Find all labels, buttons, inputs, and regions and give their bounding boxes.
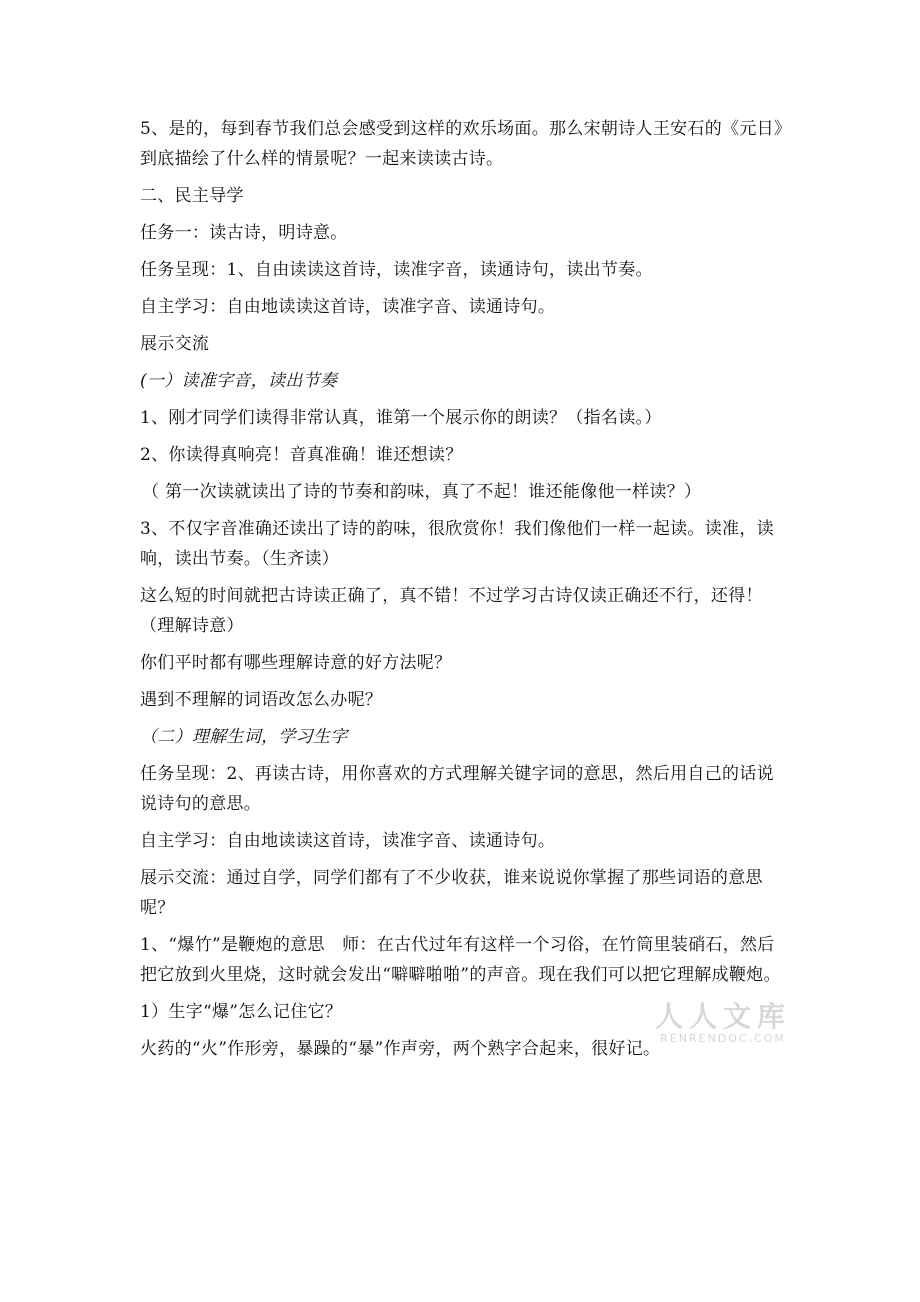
subsection-heading: (一）读准字音，读出节奏	[140, 371, 338, 391]
paragraph: 这么短的时间就把古诗读正确了，真不错！不过学习古诗仅读正确还不行，还得！（理解诗意）	[140, 586, 763, 636]
paragraph: 5、是的，每到春节我们总会感受到这样的欢乐场面。那么宋朝诗人王安石的《元日》到底描绘了什么样的情景呢？一起来读读古诗。	[140, 119, 783, 169]
subsection-heading: （二）理解生词，学习生字	[140, 727, 348, 747]
paragraph: 遇到不理解的词语改怎么办呢？	[140, 690, 383, 710]
paragraph: 自主学习：自由地读读这首诗，读准字音、读通诗句。	[140, 297, 556, 317]
paragraph: 火药的“火”作形旁，暴躁的“暴”作声旁，两个熟字合起来，很好记。	[140, 1039, 661, 1059]
paragraph: 1、刚才同学们读得非常认真，谁第一个展示你的朗读？（指名读。）	[140, 408, 662, 428]
paragraph: 任务呈现：2、再读古诗，用你喜欢的方式理解关键字词的意思，然后用自己的话说说诗句的意思。	[140, 764, 774, 814]
paragraph: 自主学习：自由地读读这首诗，读准字音、读通诗句。	[140, 831, 556, 851]
paragraph: 任务一：读古诗，明诗意。	[140, 223, 348, 243]
watermark-logo: 人人文库	[654, 1000, 791, 1033]
paragraph: 任务呈现：1、自由读读这首诗，读准字音，读通诗句，读出节奏。	[140, 260, 653, 280]
paragraph: 3、不仅字音准确还读出了诗的韵味，很欣赏你！我们像他们一样一起读。读准，读响，读出节奏。（生齐读）	[140, 519, 774, 569]
paragraph: 1）生字“爆”怎么记住它？	[140, 1002, 343, 1022]
paragraph: （ 第一次读就读出了诗的节奏和韵味，真了不起！谁还能像他一样读？）	[142, 482, 702, 502]
section-heading: 二、民主导学	[140, 186, 244, 206]
paragraph: 你们平时都有哪些理解诗意的好方法呢？	[140, 653, 452, 673]
document-body	[140, 114, 790, 1071]
paragraph: 展示交流：通过自学，同学们都有了不少收获，谁来说说你掌握了那些词语的意思呢？	[140, 868, 763, 918]
paragraph: 1、“爆竹”是鞭炮的意思 师：在古代过年有这样一个习俗，在竹筒里装硝石，然后把它放到火里烧，这时就会发出“噼噼啪啪”的声音。现在我们可以把它理解成鞭炮。	[140, 935, 781, 985]
paragraph: 展示交流	[140, 334, 210, 354]
paragraph: 2、你读得真响亮！音真准确！谁还想读？	[140, 445, 463, 465]
watermark-url: RENRENDOC.COM	[660, 1032, 786, 1045]
